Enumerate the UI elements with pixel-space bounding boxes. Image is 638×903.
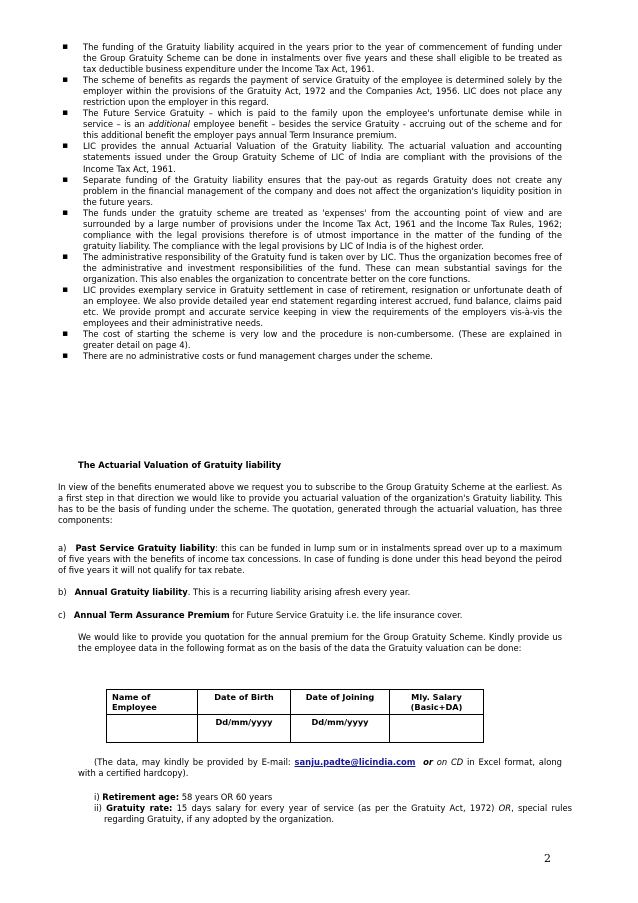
- or-text: or: [423, 757, 433, 767]
- intro-paragraph: In view of the benefits enumerated above we request you to subscribe to the Group Gratuity Scheme at the earliest. As a first step in that direction we would like to provide you actuarial valuation of the organization's Gratuity liability. This has to be the basis of funding under the scheme. The quotation, generated through the actuarial valuation, has three components:: [58, 482, 562, 526]
- table-header-cell: Mly. Salary (Basic+DA): [390, 690, 484, 715]
- item-marker: a): [58, 543, 67, 553]
- list-item: [62, 108, 562, 141]
- table-header-cell: Date of Birth: [198, 690, 291, 715]
- table-header-cell: Date of Joining: [291, 690, 390, 715]
- item-title: Annual Gratuity liability: [74, 587, 188, 597]
- list-item: ▪ The scheme of benefits as regards the payment of service Gratuity of the employee is determined solely by the employer within the provisions of the Gratuity Act, 1972 and the Companies Act, 1956. LIC does not place any restriction upon the employer in this regard.: [62, 75, 562, 108]
- item-text: . This is a recurring liability arising afresh every year.: [187, 587, 411, 597]
- emphasis-text: additional: [148, 119, 190, 130]
- item-text: for Future Service Gratuity i.e. the life insurance cover.: [229, 610, 463, 620]
- employee-data-table: [106, 689, 484, 743]
- on-cd-text: on CD: [436, 757, 464, 767]
- list-item: ▪ The cost of starting the scheme is very low and the procedure is non-cumbersome. (These are explained in greater detail on page 4).: [62, 329, 562, 351]
- component-b: [58, 587, 562, 598]
- component-c: [58, 610, 562, 621]
- item-marker: c): [58, 610, 66, 620]
- component-a: [58, 543, 562, 576]
- list-item: ▪ The funding of the Gratuity liability acquired in the years prior to the year of commencement of funding under the Group Gratuity Scheme can be done in instalments over five years and these shall eligible to be treated as tax deductible business expenditure under the Income Tax Act, 1961.: [62, 42, 562, 75]
- section-heading: The Actuarial Valuation of Gratuity liability: [78, 460, 282, 470]
- or-text: OR: [498, 803, 512, 813]
- item-marker: i): [94, 792, 100, 802]
- table-row: [107, 690, 484, 715]
- item-label: Gratuity rate:: [106, 803, 173, 813]
- note-text: in Excel format, along with a certified hardcopy).: [78, 757, 563, 779]
- email-link[interactable]: sanju.padte@licindia.com: [294, 757, 416, 767]
- item-text: 15 days salary for every year of service (as per the Gratuity Act, 1972): [172, 803, 499, 813]
- table-header-cell: Name of Employee: [107, 690, 198, 715]
- item-title: Past Service Gratuity liability: [75, 543, 216, 553]
- benefits-list: [62, 42, 562, 362]
- gratuity-rate: [94, 803, 572, 825]
- list-item-text: The Future Service Gratuity – which is paid to the family upon the employee's unfortunate demise while in service – is an: [83, 108, 562, 130]
- list-item: ▪ LIC provides exemplary service in Gratuity settlement in case of retirement, resignation or unfortunate death of an employee. We also provide detailed year end statement regarding interest accrued, fund balance, claims paid etc. We provide prompt and accurate service keeping in view the requirements of the employers vis-à-vis the employees and their administrative needs.: [62, 285, 562, 329]
- item-text: 58 years OR 60 years: [179, 792, 273, 802]
- item-text: , special rules regarding Gratuity, if any adopted by the organization.: [104, 803, 572, 825]
- list-item: ▪ The funds under the gratuity scheme are treated as 'expenses' from the accounting point of view and are surrounded by a large number of provisions under the Income Tax Act, 1961 and the Income Tax Rules, 1962; compliance with the legal provisions therefore is of utmost importance in the matter of the funding of the gratuity liability. The compliance with the legal provisions by LIC of India is of the highest order.: [62, 208, 562, 252]
- retirement-age: [94, 792, 562, 803]
- item-text: : this can be funded in lump sum or in instalments spread over up to a maximum of five years with the benefits of income tax concessions. In case of funding is done under this head beyond the peirod of five years it will not qualify for tax rebate.: [58, 543, 563, 576]
- table-cell: [390, 715, 484, 743]
- list-item: ▪ Separate funding of the Gratuity liability ensures that the pay-out as regards Gratuity does not create any problem in the financial management of the company and does not affect the organization's liquidity position in the future years.: [62, 175, 562, 208]
- table-cell: [107, 715, 198, 743]
- table-row: [107, 715, 484, 743]
- list-item-text: employee benefit – besides the service Gratuity - accruing out of the scheme and for this additional benefit the employer pays annual Term Insurance premium.: [83, 119, 562, 141]
- table-cell: Dd/mm/yyyy: [198, 715, 291, 743]
- item-marker: b): [58, 587, 67, 597]
- list-item: ▪ The administrative responsibility of the Gratuity fund is taken over by LIC. Thus the organization becomes free of the administrative and investment responsibilities of the fund. These can mean substantial savings for the organization. This also enables the organization to concentrate better on the core functions.: [62, 252, 562, 285]
- page-number: 2: [544, 852, 551, 865]
- list-item: ▪ There are no administrative costs or fund management charges under the scheme.: [62, 351, 562, 362]
- item-marker: ii): [94, 803, 102, 813]
- list-item: ▪ LIC provides the annual Actuarial Valuation of the Gratuity liability. The actuarial valuation and accounting statements issued under the Group Gratuity Scheme of LIC of India are compliant with the provisions of the Income Tax Act, 1961.: [62, 141, 562, 174]
- data-note: [78, 757, 562, 779]
- request-paragraph: We would like to provide you quotation for the annual premium for the Group Gratuity Scheme. Kindly provide us the employee data in the following format as on the basis of the data the Gratuity valuation can be done:: [78, 632, 562, 654]
- note-text: (The data, may kindly be provided by E-mail:: [94, 757, 295, 767]
- item-title: Annual Term Assurance Premium: [73, 610, 230, 620]
- table-cell: Dd/mm/yyyy: [291, 715, 390, 743]
- item-label: Retirement age:: [102, 792, 180, 802]
